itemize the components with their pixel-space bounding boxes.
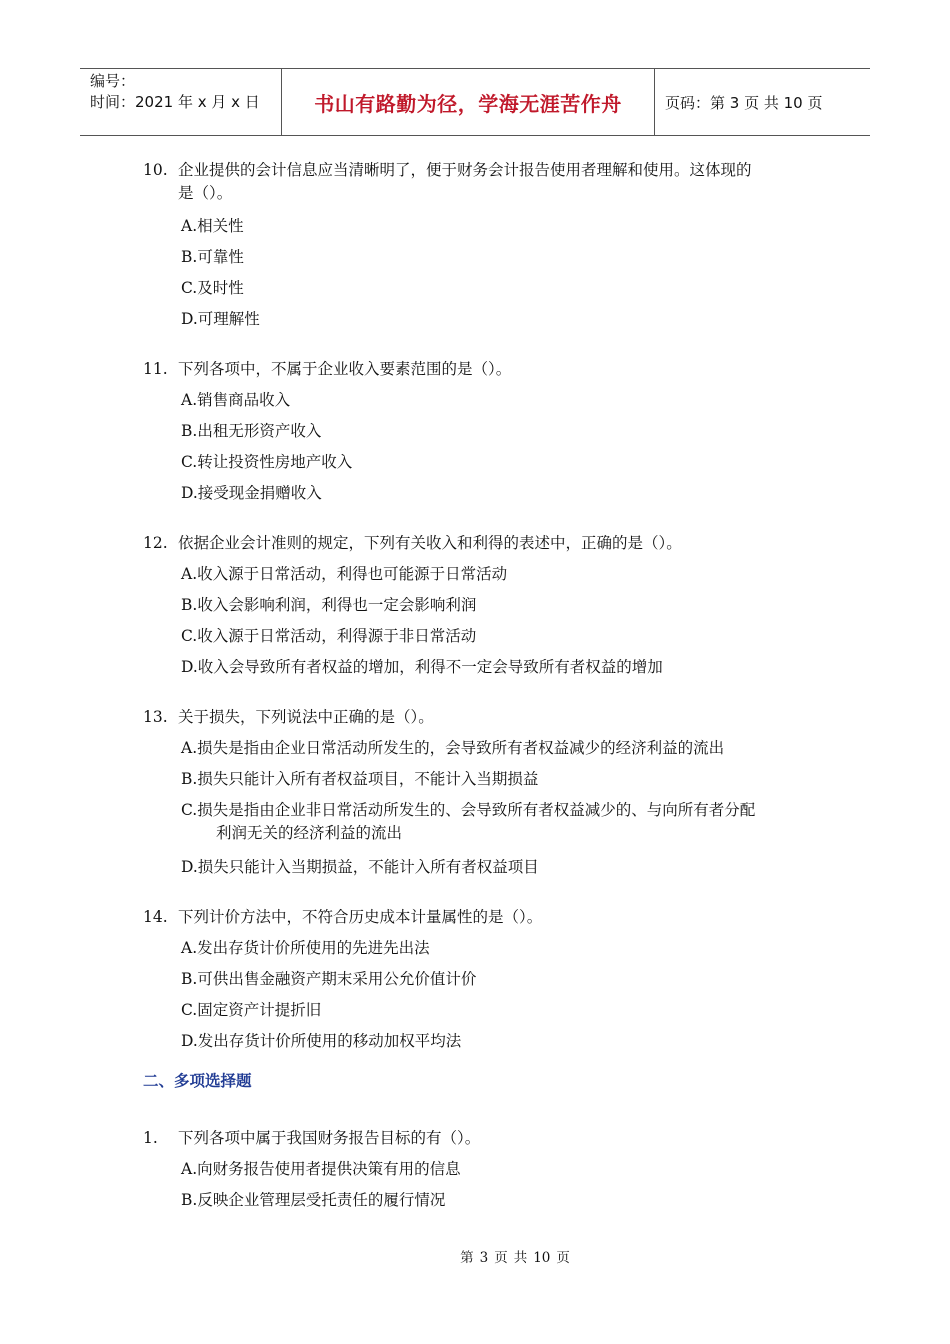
option: D.损失只能计入当期损益，不能计入所有者权益项目	[181, 858, 539, 876]
option-line-continued: 利润无关的经济利益的流出	[216, 824, 403, 842]
option: C.收入源于日常活动，利得源于非日常活动	[181, 627, 477, 645]
question-number: 13.	[143, 708, 168, 726]
option: D.收入会导致所有者权益的增加，利得不一定会导致所有者权益的增加	[181, 658, 663, 676]
option: D.发出存货计价所使用的移动加权平均法	[181, 1032, 462, 1050]
footer-total-pages: 10	[533, 1250, 551, 1266]
option: A.向财务报告使用者提供决策有用的信息	[181, 1160, 461, 1178]
question-stem: 关于损失，下列说法中正确的是（）。	[178, 708, 434, 726]
question-13	[143, 706, 823, 729]
option: C.及时性	[181, 279, 244, 297]
question-10	[143, 159, 823, 205]
page-header	[80, 68, 870, 136]
question-stem-line: 是（）。	[178, 184, 233, 202]
question-number: 12.	[143, 534, 168, 552]
option: B.收入会影响利润，利得也一定会影响利润	[181, 596, 477, 614]
option: A.收入源于日常活动，利得也可能源于日常活动	[181, 565, 508, 583]
option: C.转让投资性房地产收入	[181, 453, 353, 471]
question-number: 1.	[143, 1129, 158, 1147]
question-number: 10.	[143, 161, 168, 179]
question-stem	[178, 159, 823, 205]
question-stem: 依据企业会计准则的规定，下列有关收入和利得的表述中，正确的是（）。	[178, 534, 682, 552]
header-meta	[80, 69, 282, 135]
option: B.损失只能计入所有者权益项目，不能计入当期损益	[181, 770, 539, 788]
time-label: 时间：2021 年 x 月 x 日	[90, 93, 260, 111]
option: B.可供出售金融资产期末采用公允价值计价	[181, 970, 477, 988]
footer-text: 共	[513, 1250, 528, 1266]
question-stem: 下列计价方法中，不符合历史成本计量属性的是（）。	[178, 908, 543, 926]
question-11	[143, 358, 823, 381]
option: A.损失是指由企业日常活动所发生的，会导致所有者权益减少的经济利益的流出	[181, 739, 725, 757]
header-motto: 书山有路勤为径，学海无涯苦作舟	[282, 69, 655, 135]
question-14	[143, 906, 823, 929]
footer-text: 第	[460, 1250, 474, 1266]
option: B.出租无形资产收入	[181, 422, 322, 440]
option: D.接受现金捐赠收入	[181, 484, 322, 502]
option: B.可靠性	[181, 248, 244, 266]
header-page-info: 页码：第 3 页 共 10 页	[665, 93, 823, 112]
question-stem: 下列各项中，不属于企业收入要素范围的是（）。	[178, 360, 512, 378]
question-1	[143, 1127, 823, 1150]
footer-text: 页	[494, 1250, 508, 1266]
option: A.发出存货计价所使用的先进先出法	[181, 939, 430, 957]
question-number: 14.	[143, 908, 168, 926]
serial-label: 编号：	[90, 72, 136, 90]
option: C.固定资产计提折旧	[181, 1001, 322, 1019]
option-c	[181, 799, 821, 845]
footer-text: 页	[556, 1250, 570, 1266]
question-number: 11.	[143, 360, 168, 378]
option: A.销售商品收入	[181, 391, 291, 409]
option-line: C.损失是指由企业非日常活动所发生的、会导致所有者权益减少的、与向所有者分配	[181, 801, 756, 819]
page-footer	[0, 1246, 950, 1266]
option: B.反映企业管理层受托责任的履行情况	[181, 1191, 446, 1209]
option: A.相关性	[181, 217, 244, 235]
question-12	[143, 532, 823, 555]
footer-current-page: 3	[479, 1250, 489, 1266]
section-title: 二、多项选择题	[143, 1072, 252, 1090]
option: D.可理解性	[181, 310, 260, 328]
question-stem-line: 企业提供的会计信息应当清晰明了，便于财务会计报告使用者理解和使用。这体现的	[178, 161, 752, 179]
question-stem: 下列各项中属于我国财务报告目标的有（）。	[178, 1129, 481, 1147]
